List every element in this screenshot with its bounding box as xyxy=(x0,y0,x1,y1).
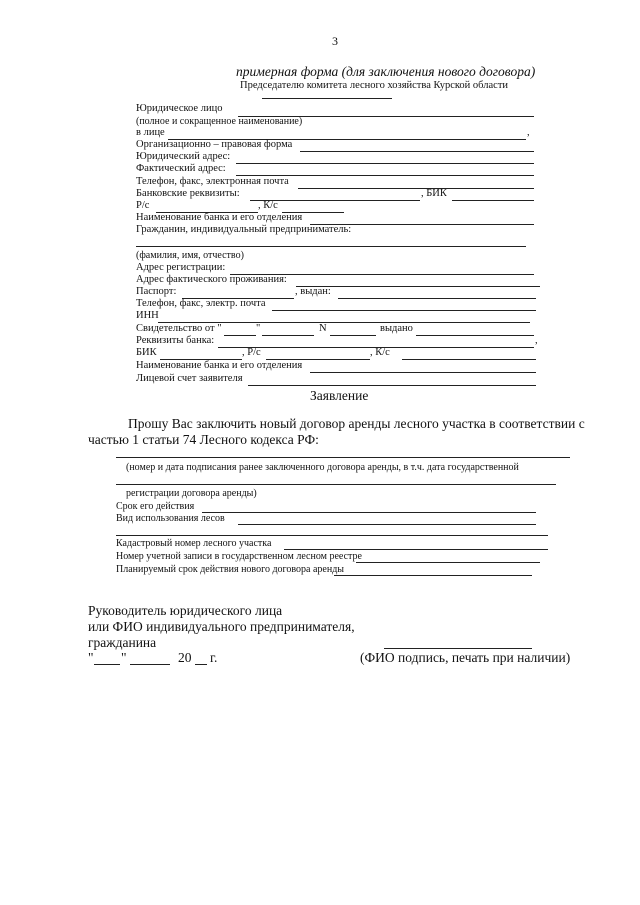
form-title: примерная форма (для заключения нового договора) xyxy=(236,64,536,79)
fio-hint: (фамилия, имя, отчество) xyxy=(136,250,244,261)
bank-details-label: Банковские реквизиты: xyxy=(136,188,240,199)
signature-field[interactable] xyxy=(384,648,532,649)
certificate-date-field[interactable] xyxy=(224,335,256,336)
issued-field[interactable] xyxy=(338,298,536,299)
account-field[interactable] xyxy=(248,385,536,386)
ind-contacts-label: Телефон, факс, электр. почта xyxy=(136,298,266,309)
planned-term-field[interactable] xyxy=(334,575,532,576)
date-close-quote: " xyxy=(121,650,127,665)
in-person-label: в лице xyxy=(136,127,165,138)
usage-field-2[interactable] xyxy=(116,535,548,536)
usage-field[interactable] xyxy=(238,524,536,525)
ind-bik-label: БИК xyxy=(136,347,157,358)
bank-name-label: Наименование банка и его отделения xyxy=(136,212,303,223)
rs-label: Р/с xyxy=(136,200,150,211)
certificate-label: Свидетельство от " xyxy=(136,323,222,334)
cadastral-field[interactable] xyxy=(284,549,548,550)
individual-label: Гражданин, индивидуальный предприниматель: xyxy=(136,224,352,235)
date-year-field[interactable] xyxy=(195,664,207,665)
addressee: Председателю комитета лесного хозяйства Курской области xyxy=(240,80,509,91)
signature-line1: Руководитель юридического лица xyxy=(88,603,283,618)
page-number: 3 xyxy=(332,34,338,48)
ind-bank-details-comma: , xyxy=(535,335,538,346)
planned-term-label: Планируемый срок действия нового договора аренды xyxy=(116,564,345,575)
passport-label: Паспорт: xyxy=(136,286,177,297)
ind-actual-address-field[interactable] xyxy=(296,286,540,287)
name-hint: (полное и сокращенное наименование) xyxy=(136,116,303,127)
legal-address-label: Юридический адрес: xyxy=(136,151,231,162)
legal-address-field[interactable] xyxy=(236,163,534,164)
issued-label: , выдан: xyxy=(295,286,331,297)
cadastral-label: Кадастровый номер лесного участка xyxy=(116,538,272,549)
signature-hint: (ФИО подпись, печать при наличии) xyxy=(360,650,571,665)
statement-body-line1: Прошу Вас заключить новый договор аренды лесного участка в соответствии с xyxy=(128,416,585,431)
in-person-comma: , xyxy=(527,127,530,138)
legal-entity-label: Юридическое лицо xyxy=(136,103,223,114)
contacts-label: Телефон, факс, электронная почта xyxy=(136,176,289,187)
statement-title: Заявление xyxy=(310,388,369,403)
ind-bank-details-label: Реквизиты банка: xyxy=(136,335,215,346)
ind-bank-name-label: Наименование банка и его отделения xyxy=(136,360,303,371)
certificate-quote: " xyxy=(256,323,261,334)
term-label: Срок его действия xyxy=(116,501,195,512)
previous-contract-hint-2: регистрации договора аренды) xyxy=(126,488,257,499)
statement-body-line2: частью 1 статьи 74 Лесного кодекса РФ: xyxy=(88,432,319,447)
previous-contract-field-2[interactable] xyxy=(116,484,556,485)
date-year-suffix: г. xyxy=(210,650,218,665)
previous-contract-field[interactable] xyxy=(116,457,570,458)
date-year-prefix: 20 xyxy=(178,650,192,665)
usage-label: Вид использования лесов xyxy=(116,513,225,524)
registry-label: Номер учетной записи в государственном лесном реестре xyxy=(116,551,362,562)
ind-actual-address-label: Адрес фактического проживания: xyxy=(136,274,287,285)
date-day-field[interactable] xyxy=(94,664,120,665)
ind-bank-name-field[interactable] xyxy=(310,372,536,373)
contacts-field[interactable] xyxy=(298,188,534,189)
previous-contract-hint-1: (номер и дата подписания ранее заключенного договора аренды, в т.ч. дата государственной xyxy=(126,462,519,473)
org-form-label: Организационно – правовая форма xyxy=(136,139,293,150)
number-sign: N xyxy=(319,323,327,334)
bik-field[interactable] xyxy=(452,200,534,201)
reg-address-label: Адрес регистрации: xyxy=(136,262,226,273)
bik-label: , БИК xyxy=(421,188,447,199)
inn-label: ИНН xyxy=(136,310,159,321)
term-field[interactable] xyxy=(202,512,536,513)
ind-contacts-field[interactable] xyxy=(272,310,536,311)
signature-line3: гражданина xyxy=(88,635,157,650)
account-label: Лицевой счет заявителя xyxy=(136,373,243,384)
addressee-line xyxy=(262,98,392,99)
ind-ks-label: , К/с xyxy=(370,347,390,358)
date-open-quote: " xyxy=(88,650,94,665)
org-form-field[interactable] xyxy=(300,151,534,152)
registry-field[interactable] xyxy=(356,562,540,563)
signature-line2: или ФИО индивидуального предпринимателя, xyxy=(88,619,355,634)
issued-by-field[interactable] xyxy=(416,335,534,336)
actual-address-label: Фактический адрес: xyxy=(136,163,226,174)
date-month-field[interactable] xyxy=(130,664,170,665)
certificate-month-field[interactable] xyxy=(262,335,314,336)
issued-by-label: выдано xyxy=(380,323,413,334)
certificate-number-field[interactable] xyxy=(330,335,376,336)
individual-field[interactable] xyxy=(136,246,526,247)
ind-rs-label: , Р/с xyxy=(242,347,261,358)
ind-ks-field[interactable] xyxy=(402,359,536,360)
ks-label: , К/с xyxy=(258,200,278,211)
